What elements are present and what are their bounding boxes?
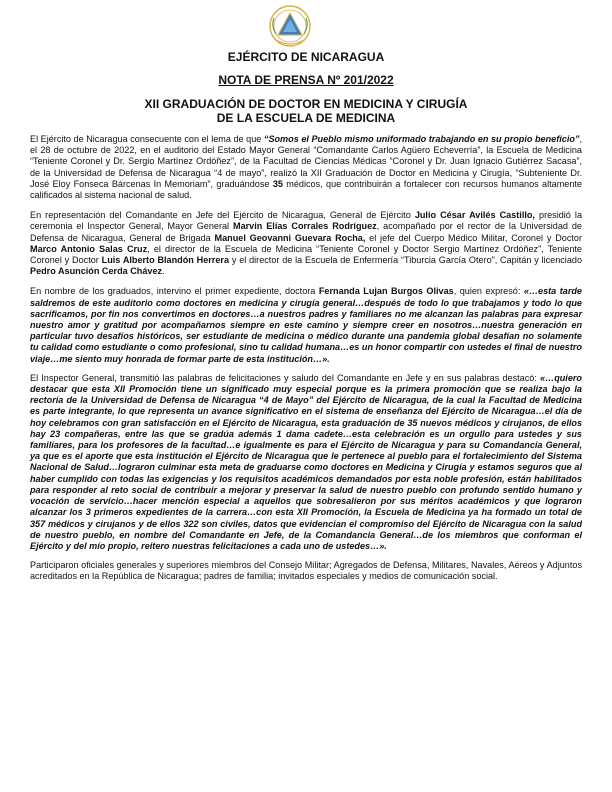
speech-quote: «…esta tarde saldremos de este auditorio como doctores en medicina y cirugía general…después de todo lo que trabajamos y todo lo que sacrificamos, por fin nos convertimos en doctores…a nuestros padres y familiares no me alcanzan las palabras para expresar nuestro amor y gratitud por acompañarnos siempre en este camino y siempre creer en nosotros…nuestra generación en particular tuvo desafíos históricos, ser estudiante de medicina o médico durante una pandemia global desafían no solamente tu calidad como estudiante o como profesional, sino tu calidad humana…es un honor compartir con ustedes el final de nuestro viaje…me siento muy honrada de formar parte de esta institución…». [30, 286, 582, 364]
graduate-count: 35 [272, 178, 283, 189]
paragraph-authorities [30, 210, 582, 277]
emblem-icon [268, 4, 312, 48]
text: En representación del Comandante en Jefe del Ejército de Nicaragua, General de Ejército [30, 210, 415, 221]
headline-line-2: DE LA ESCUELA DE MEDICINA [216, 111, 396, 125]
person-name: Manuel Geovanni Guevara Rocha, [214, 232, 366, 243]
text: El Inspector General, transmitió las palabras de felicitaciones y saludo del Comandante en Jefe y en sus palabras destacó: [30, 372, 541, 383]
person-name: Marco Antonio Salas Cruz [30, 243, 148, 254]
person-name: Luis Alberto Blandón Herrera [101, 255, 230, 266]
text: el jefe del Cuerpo Médico Militar, Coronel y Doctor [365, 232, 582, 243]
text: . [162, 266, 165, 277]
article-body [30, 134, 582, 592]
text: presidió la ceremonia el Inspector General, Mayor General [30, 210, 582, 232]
text: , el director de la Escuela de Medicina “Teniente Coronel y Doctor Sergio Martínez Ordóñez”, Teniente Coronel y Doctor [30, 243, 582, 266]
press-note-number: NOTA DE PRENSA Nº 201/2022 [218, 73, 394, 87]
text: , quien expresó: [453, 286, 524, 297]
text: médicos, que contribuirán a fortalecer con recursos humanos altamente calificados al sistema nacional de salud. [30, 178, 582, 201]
text: En nombre de los graduados, intervino el primer expediente, doctora [30, 286, 319, 297]
person-name: Pedro Asunción Cerda Chávez [30, 266, 163, 277]
speech-quote: «…quiero destacar que esta XII Promoción tiene un significado muy especial porque es la primera promoción que se realiza bajo la rectoría de la Universidad de Defensa de Nicaragua “4 de Mayo” del Ejército de Nicaragua, de la cual la Facultad de Medicina es parte integrante, lo que representa un avance significativo en el sistema de enseñanza del Ejército de Nicaragua…el día de hoy celebramos con gran satisfacción en el Ejército de Nicaragua, esta graduación de 35 nuevos médicos y cirujanos, de ellos hay 23 compañeras, entre las que se gradúa además 1 dama cadete…esta celebración es un orgullo para ustedes y sus familiares, para los profesores de la facultad…e igualmente es para el Ejército de Nicaragua y para su Comandancia General, ya que es el aporte que esta institución el Ejército de Nicaragua que le pertenece al pueblo para el fortalecimiento del Sistema Nacional de Salud…lograron culminar esta meta de graduarse como doctores en Medicina y Cirugía y estamos seguros que al haber cumplido con todas las exigencias y los requisitos académicos demandados por esta noble profesión, están habilitados para responder al reto social de contribuir a mejorar y preservar la salud de nuestro pueblo con profundo sentido humano y vocación de servicio…hacer mención especial a aquellos que sobresalieron por sus méritos académicos y que lograron alcanzar los 3 primeros expedientes de la carrera…con esta XII Promoción, la Escuela de Medicina ya ha formado un total de 357 médicos y cirujanos y de ellos 322 son civiles, datos que evidencian el compromiso del Ejército de Nicaragua con la salud de nuestro pueblo, en nombre del Comandante en Jefe, de la Comandancia General…de los miembros que conforman el Ejército y del mío propio, reitero nuestras felicitaciones a cada uno de ustedes…». [30, 372, 582, 551]
person-name: Fernanda Lujan Burgos Olivas [318, 286, 454, 297]
person-name: Marvin Elías Corrales Rodríguez [233, 221, 377, 232]
motto-quote: “Somos el Pueblo mismo uniformado trabajando en su propio beneficio” [263, 134, 580, 144]
text: , acompañado por el rector de la Universidad de Defensa de Nicaragua, General de Brigada [30, 221, 582, 243]
person-name: Julio César Avilés Castillo, [414, 210, 535, 221]
text: Participaron oficiales generales y superiores miembros del Consejo Militar; Agregados de Defensa, Militares, Navales, Aéreos y Adjuntos acreditados en la República de Nicaragua; padres de familia; invitados especiales y medios de comunicación social. [30, 560, 582, 582]
headline-line-1: XII GRADUACIÓN DE DOCTOR EN MEDICINA Y CIRUGÍA [144, 97, 468, 111]
text: y el director de la Escuela de Enfermería “Tiburcia García Otero”, Capitán y licenciado [229, 255, 582, 266]
text: El Ejército de Nicaragua consecuente con el lema de que [30, 134, 264, 144]
institution-title: EJÉRCITO DE NICARAGUA [227, 50, 385, 64]
paragraph-attendees [30, 560, 582, 582]
paragraph-inspector-speech [30, 373, 582, 552]
paragraph-graduate-speech [30, 286, 582, 364]
text: , el 28 de octubre de 2022, en el auditorio del Estado Mayor General “Comandante Carlos Agüero Echeverría”, la Escuela de Medicina “Teniente Coronel y Dr. Sergio Martínez Ordóñez”, de la Facultad de Ciencias Médicas “Coronel y Dr. Juan Ignacio Gutiérrez Sacasa”, de la Universidad de Defensa de Nicaragua “4 de mayo”, realizó la XII Graduación de Doctor en Medicina y Cirugía, “Subteniente Dr. José Eloy Fonseca Bárcenas In Memoriam”, graduándose [30, 134, 583, 189]
paragraph-intro [30, 134, 582, 201]
